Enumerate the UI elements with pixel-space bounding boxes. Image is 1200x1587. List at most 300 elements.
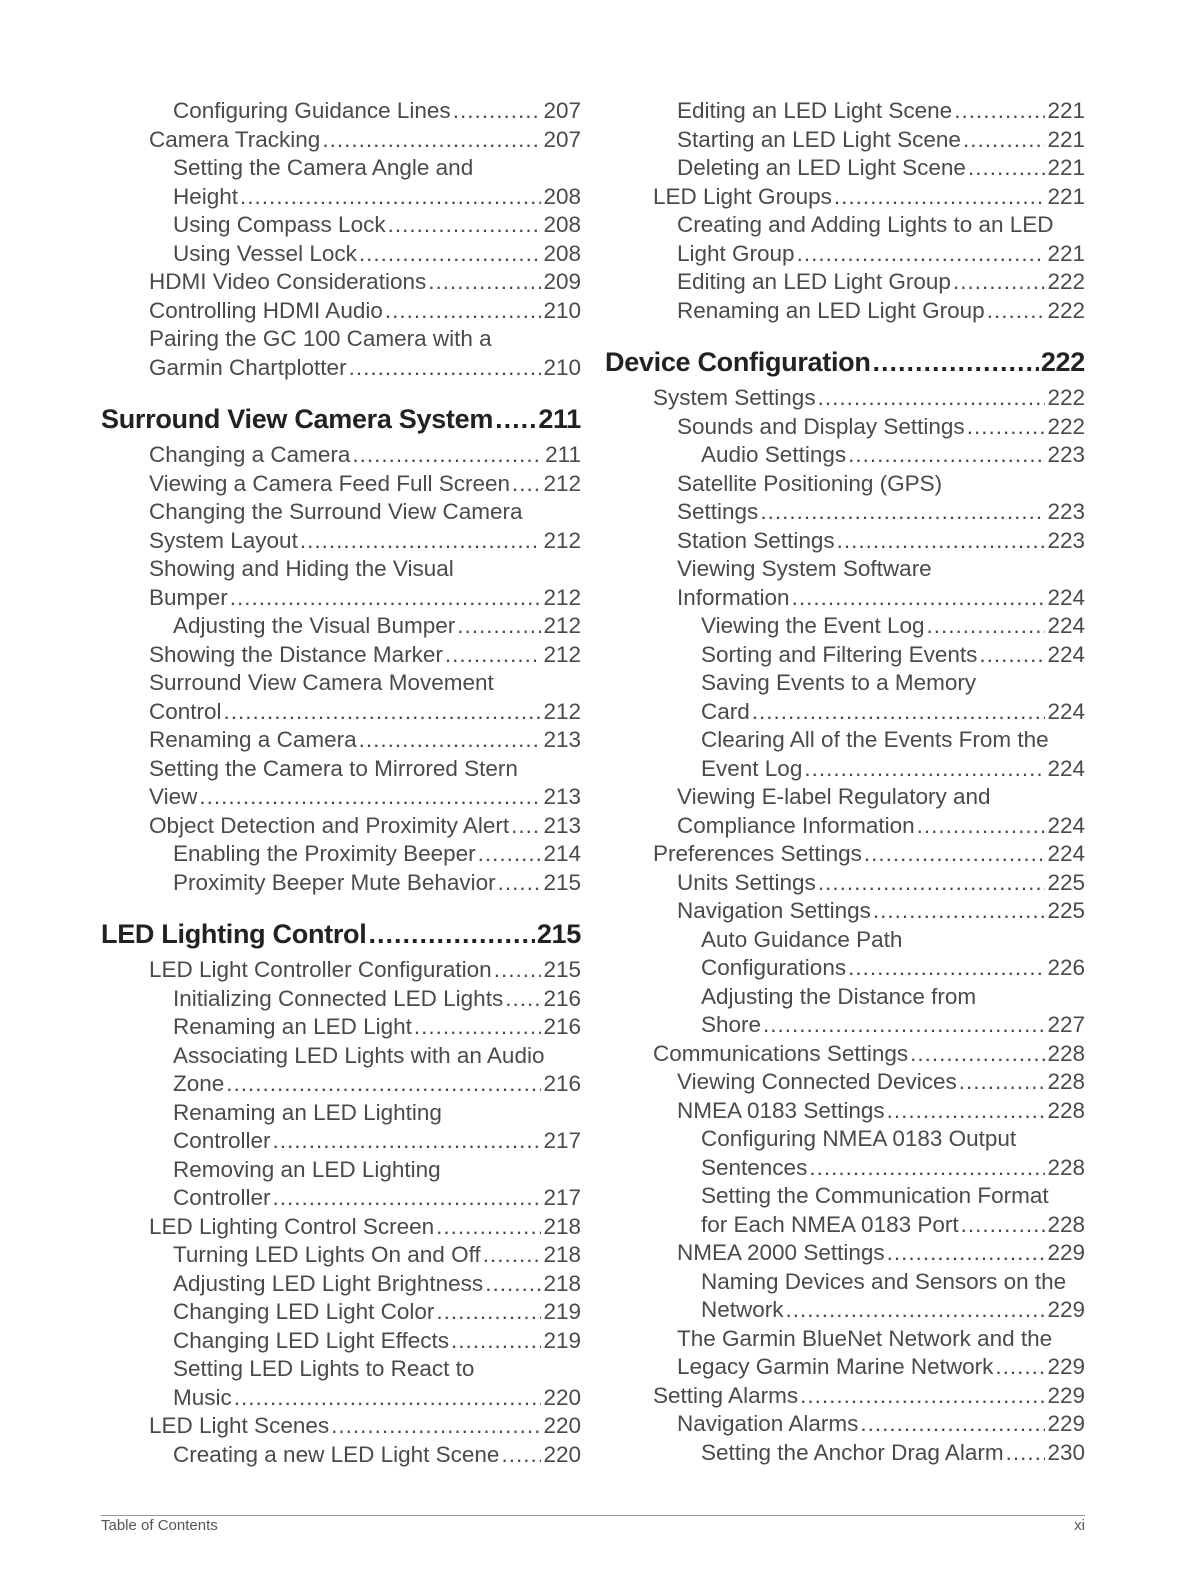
dot-leader — [349, 354, 542, 383]
toc-chapter-entry[interactable] — [605, 346, 1085, 378]
toc-entry-title: Showing the Distance Marker — [149, 641, 443, 667]
toc-entry-title: Starting an LED Light Scene — [677, 126, 961, 152]
dot-leader — [987, 297, 1046, 326]
dot-leader — [961, 1211, 1046, 1240]
toc-entry[interactable] — [605, 983, 1085, 1040]
toc-entry[interactable] — [605, 669, 1085, 726]
toc-entry-title: Settings — [677, 499, 759, 524]
toc-page-number: 215 — [543, 869, 581, 895]
dot-leader — [224, 698, 542, 727]
dot-leader — [873, 346, 1039, 378]
toc-entry[interactable] — [101, 812, 581, 841]
toc-entry[interactable] — [101, 268, 581, 297]
dot-leader — [240, 183, 541, 212]
toc-page-number: 216 — [543, 1014, 581, 1039]
dot-leader — [760, 498, 1045, 527]
dot-leader — [273, 1127, 542, 1156]
dot-leader — [478, 840, 542, 869]
toc-entry-title-line: Auto Guidance Path — [701, 926, 903, 952]
toc-entry[interactable] — [605, 1439, 1085, 1468]
toc-entry-title-line: Setting the Camera to Mirrored Stern — [149, 755, 518, 781]
toc-entry-title: Renaming an LED Light Group — [677, 297, 985, 323]
toc-entry[interactable] — [605, 97, 1085, 126]
toc-page-number: 219 — [543, 1299, 581, 1324]
toc-entry-title: Sounds and Display Settings — [677, 413, 965, 439]
toc-entry-title-line: Showing and Hiding the Visual — [149, 556, 454, 581]
toc-page-number: 211 — [545, 442, 581, 467]
toc-entry[interactable] — [101, 1042, 581, 1099]
toc-entry-title: Height — [173, 183, 239, 209]
toc-page-number: 212 — [543, 584, 581, 610]
dot-leader — [457, 612, 541, 641]
toc-page-number: 217 — [543, 1185, 581, 1210]
toc-column-right — [605, 97, 1085, 1467]
toc-entry-title-line: Setting the Camera Angle and — [173, 155, 474, 180]
toc-page-number: 208 — [543, 212, 581, 237]
toc-entry-title: LED Light Scenes — [149, 1413, 330, 1438]
toc-page-number: 218 — [543, 1213, 581, 1239]
toc-entry[interactable] — [101, 555, 581, 612]
dot-leader — [848, 441, 1045, 470]
dot-leader — [792, 584, 1046, 613]
toc-entry-title: Garmin Chartplotter — [149, 354, 347, 380]
dot-leader — [834, 183, 1046, 212]
toc-page-number: 224 — [1047, 698, 1085, 724]
toc-entry-title: Adjusting the Visual Bumper — [173, 613, 456, 638]
toc-entry-title-line: Surround View Camera Movement — [149, 670, 494, 695]
toc-entry[interactable] — [605, 555, 1085, 612]
toc-page-number: 210 — [543, 297, 581, 323]
toc-entry-title: Units Settings — [677, 869, 816, 895]
toc-entry-title-line: Adjusting the Distance from — [701, 983, 977, 1009]
toc-entry-title: for Each NMEA 0183 Port — [701, 1211, 959, 1237]
toc-page-number: 215 — [543, 957, 581, 982]
toc-entry-title: System Settings — [653, 385, 816, 410]
toc-entry-title: Editing an LED Light Group — [677, 269, 951, 294]
dot-leader — [445, 641, 542, 670]
toc-entry-title: Using Compass Lock — [173, 212, 386, 237]
toc-page-number: 224 — [1047, 641, 1085, 667]
toc-entry-title-line: Setting the Communication Format — [701, 1183, 1049, 1208]
toc-entry-title: Changing a Camera — [149, 442, 351, 467]
toc-entry[interactable] — [605, 1125, 1085, 1182]
toc-entry-title: Configuring Guidance Lines — [173, 98, 451, 123]
toc-entry[interactable] — [605, 413, 1085, 442]
toc-page-number: 218 — [543, 1270, 581, 1296]
dot-leader — [428, 268, 541, 297]
toc-entry-title: Information — [677, 584, 790, 610]
toc-entry-title: Legacy Garmin Marine Network — [677, 1354, 994, 1379]
toc-page-number: 215 — [536, 919, 581, 949]
toc-entry-title: Using Vessel Lock — [173, 240, 357, 266]
toc-entry-title: Configurations — [701, 955, 847, 980]
toc-entry-title-line: Associating LED Lights with an Audio — [173, 1042, 545, 1068]
dot-leader — [959, 1068, 1046, 1097]
dot-leader — [786, 1296, 1046, 1325]
toc-entry-title-line: Pairing the GC 100 Camera with a — [149, 326, 492, 351]
toc-entry[interactable] — [605, 211, 1085, 268]
toc-entry[interactable] — [101, 1241, 581, 1270]
toc-entry[interactable] — [101, 1099, 581, 1156]
dot-leader — [199, 783, 541, 812]
toc-page-number: 225 — [1047, 869, 1085, 895]
dot-leader — [495, 403, 536, 435]
toc-entry-title: Initializing Connected LED Lights — [173, 985, 504, 1011]
toc-page-number: 212 — [543, 641, 581, 667]
toc-page-number: 209 — [543, 269, 581, 294]
toc-entry[interactable] — [101, 1298, 581, 1327]
toc-entry[interactable] — [101, 726, 581, 755]
toc-entry[interactable] — [605, 1268, 1085, 1325]
dot-leader — [226, 1070, 541, 1099]
toc-entry[interactable] — [101, 441, 581, 470]
toc-page-number: 221 — [1047, 183, 1085, 209]
toc-entry-title: Network — [701, 1297, 784, 1322]
toc-page-number: 224 — [1047, 812, 1085, 838]
toc-entry-title: Changing LED Light Color — [173, 1299, 435, 1324]
toc-chapter-entry[interactable] — [101, 918, 581, 950]
toc-page-number: 207 — [543, 126, 581, 152]
toc-page-number: 218 — [543, 1242, 581, 1267]
toc-page-number: 208 — [543, 240, 581, 266]
dot-leader — [359, 726, 542, 755]
toc-entry-title-line: The Garmin BlueNet Network and the — [677, 1325, 1053, 1351]
toc-entry-title: Deleting an LED Light Scene — [677, 155, 966, 180]
toc-entry[interactable] — [605, 1097, 1085, 1126]
dot-leader — [230, 584, 542, 613]
toc-entry-title: Sorting and Filtering Events — [701, 641, 978, 667]
toc-entry-title: LED Light Controller Configuration — [149, 957, 492, 982]
dot-leader — [451, 1327, 541, 1356]
toc-entry-title: Viewing Connected Devices — [677, 1069, 957, 1094]
dot-leader — [501, 1441, 541, 1470]
toc-entry-title: Bumper — [149, 584, 228, 610]
toc-entry[interactable] — [605, 869, 1085, 898]
footer-page-number: xi — [1074, 1517, 1085, 1534]
toc-entry-title: LED Light Groups — [653, 183, 832, 209]
toc-entry[interactable] — [101, 1270, 581, 1299]
toc-entry-title: LED Lighting Control — [101, 919, 367, 949]
toc-entry[interactable] — [605, 126, 1085, 155]
toc-entry-title-line: Configuring NMEA 0183 Output — [701, 1126, 1017, 1151]
toc-entry[interactable] — [101, 641, 581, 670]
toc-entry-title: Card — [701, 698, 750, 724]
toc-entry[interactable] — [605, 641, 1085, 670]
toc-page-number: 213 — [543, 784, 581, 809]
dot-leader — [300, 527, 542, 556]
toc-entry-title: Surround View Camera System — [101, 404, 494, 434]
dot-leader — [860, 1410, 1045, 1439]
toc-page-number: 222 — [1040, 347, 1085, 377]
toc-entry[interactable] — [605, 1068, 1085, 1097]
toc-entry-title-line: Saving Events to a Memory — [701, 670, 977, 695]
toc-page-number: 217 — [543, 1128, 581, 1153]
dot-leader — [234, 1384, 542, 1413]
toc-page-number: 226 — [1047, 955, 1085, 980]
toc-entry[interactable] — [605, 897, 1085, 926]
toc-entry[interactable] — [605, 441, 1085, 470]
toc-entry-title: Station Settings — [677, 527, 835, 553]
toc-entry[interactable] — [605, 183, 1085, 212]
dot-leader — [763, 1011, 1045, 1040]
dot-leader — [498, 869, 542, 898]
toc-entry-title-line: Satellite Positioning (GPS) — [677, 470, 943, 496]
toc-entry[interactable] — [101, 1412, 581, 1441]
toc-page-number: 213 — [543, 727, 581, 752]
toc-entry[interactable] — [605, 1325, 1085, 1382]
dot-leader — [800, 1382, 1045, 1411]
toc-entry[interactable] — [605, 154, 1085, 183]
toc-entry[interactable] — [101, 1013, 581, 1042]
dot-leader — [453, 97, 542, 126]
dot-leader — [436, 1298, 541, 1327]
dot-leader — [414, 1013, 542, 1042]
toc-entry-title-line: Removing an LED Lighting — [173, 1156, 441, 1182]
toc-entry-title: Changing LED Light Effects — [173, 1327, 450, 1353]
dot-leader — [385, 297, 542, 326]
dot-leader — [818, 869, 1046, 898]
toc-page-number: 230 — [1047, 1439, 1085, 1465]
toc-entry-title: Object Detection and Proximity Alert — [149, 812, 510, 838]
toc-entry-title-line: Changing the Surround View Camera — [149, 499, 523, 524]
toc-entry[interactable] — [101, 1213, 581, 1242]
toc-page-number: 219 — [543, 1327, 581, 1353]
toc-page-number: 227 — [1047, 1012, 1085, 1037]
toc-page-number: 224 — [1047, 841, 1085, 866]
toc-entry[interactable] — [101, 869, 581, 898]
toc-page-number: 212 — [543, 698, 581, 724]
toc-entry[interactable] — [605, 268, 1085, 297]
toc-page-number: 228 — [1047, 1040, 1085, 1066]
dot-leader — [483, 1241, 542, 1270]
dot-leader — [322, 126, 541, 155]
toc-entry-title: Editing an LED Light Scene — [677, 98, 953, 123]
toc-entry[interactable] — [101, 840, 581, 869]
toc-page-number: 208 — [543, 183, 581, 209]
dot-leader — [887, 1097, 1046, 1126]
toc-entry[interactable] — [605, 1040, 1085, 1069]
toc-entry-title: Communications Settings — [653, 1040, 909, 1066]
toc-entry[interactable] — [605, 1382, 1085, 1411]
toc-page-number: 223 — [1047, 442, 1085, 467]
toc-entry-title: Enabling the Proximity Beeper — [173, 841, 476, 866]
dot-leader — [927, 612, 1046, 641]
toc-entry[interactable] — [101, 755, 581, 812]
toc-entry[interactable] — [101, 97, 581, 126]
toc-page-number: 207 — [543, 98, 581, 123]
toc-entry-title-line: Setting LED Lights to React to — [173, 1356, 475, 1381]
dot-leader — [1006, 1439, 1046, 1468]
toc-entry[interactable] — [605, 1182, 1085, 1239]
toc-entry-title: Viewing the Event Log — [701, 613, 925, 638]
toc-entry-title: System Layout — [149, 527, 298, 553]
toc-page-number: 216 — [543, 985, 581, 1011]
dot-leader — [511, 812, 541, 841]
toc-entry[interactable] — [101, 211, 581, 240]
dot-leader — [505, 985, 541, 1014]
toc-entry-title: Turning LED Lights On and Off — [173, 1242, 481, 1267]
toc-page-number: 221 — [1047, 240, 1085, 266]
dot-leader — [797, 240, 1046, 269]
toc-entry-title: Renaming a Camera — [149, 727, 357, 752]
toc-entry-title: Shore — [701, 1012, 762, 1037]
dot-leader — [752, 698, 1046, 727]
toc-entry-title-line: Naming Devices and Sensors on the — [701, 1268, 1067, 1294]
toc-page-number: 223 — [1047, 499, 1085, 524]
toc-chapter-entry[interactable] — [101, 403, 581, 435]
toc-page-number: 221 — [1047, 98, 1085, 123]
dot-leader — [910, 1040, 1045, 1069]
dot-leader — [331, 1412, 541, 1441]
toc-page-number: 222 — [1047, 269, 1085, 294]
toc-entry[interactable] — [101, 956, 581, 985]
toc-page-number: 229 — [1047, 1297, 1085, 1322]
toc-entry-title: Setting Alarms — [653, 1382, 799, 1408]
dot-leader — [436, 1213, 541, 1242]
dot-leader — [485, 1270, 541, 1299]
toc-entry-title: Device Configuration — [605, 347, 871, 377]
toc-page-number: 228 — [1047, 1069, 1085, 1094]
toc-entry[interactable] — [605, 384, 1085, 413]
toc-page-number: 223 — [1047, 527, 1085, 553]
toc-entry-title: Music — [173, 1384, 232, 1410]
toc-entry[interactable] — [605, 470, 1085, 527]
toc-page-number: 211 — [538, 404, 581, 434]
toc-entry[interactable] — [101, 325, 581, 382]
dot-leader — [368, 918, 534, 950]
toc-page-number: 229 — [1047, 1240, 1085, 1265]
dot-leader — [887, 1239, 1046, 1268]
dot-leader — [837, 527, 1046, 556]
toc-entry[interactable] — [605, 527, 1085, 556]
toc-page-number: 229 — [1047, 1411, 1085, 1436]
dot-leader — [979, 641, 1045, 670]
toc-entry[interactable] — [101, 1156, 581, 1213]
toc-page-number: 221 — [1047, 126, 1085, 152]
toc-entry-title-line: Clearing All of the Events From the — [701, 727, 1049, 752]
footer-section-title: Table of Contents — [101, 1517, 218, 1534]
toc-entry-title: Controller — [173, 1128, 271, 1153]
toc-entry-title: View — [149, 784, 198, 809]
dot-leader — [873, 897, 1046, 926]
toc-entry[interactable] — [101, 240, 581, 269]
toc-entry[interactable] — [605, 1410, 1085, 1439]
toc-page-number: 222 — [1047, 385, 1085, 410]
dot-leader — [359, 240, 542, 269]
toc-entry-title: Renaming an LED Light — [173, 1014, 412, 1039]
toc-entry[interactable] — [101, 498, 581, 555]
toc-page-number: 221 — [1047, 155, 1085, 180]
dot-leader — [963, 126, 1046, 155]
toc-page-number: 220 — [543, 1413, 581, 1438]
toc-entry-title-line: Viewing E-label Regulatory and — [677, 784, 991, 809]
dot-leader — [818, 384, 1046, 413]
toc-entry-title: NMEA 0183 Settings — [677, 1097, 885, 1123]
toc-page-number: 224 — [1047, 755, 1085, 781]
toc-page-number: 228 — [1047, 1154, 1085, 1180]
toc-entry-title: NMEA 2000 Settings — [677, 1240, 885, 1265]
toc-entry-title: LED Lighting Control Screen — [149, 1213, 435, 1239]
dot-leader — [967, 413, 1046, 442]
toc-entry-title: Proximity Beeper Mute Behavior — [173, 869, 496, 895]
toc-entry[interactable] — [605, 612, 1085, 641]
dot-leader — [388, 211, 542, 240]
toc-entry-title: Navigation Alarms — [677, 1411, 859, 1436]
toc-entry-title: Setting the Anchor Drag Alarm — [701, 1439, 1004, 1465]
toc-page-number: 229 — [1047, 1354, 1085, 1379]
dot-leader — [968, 154, 1046, 183]
toc-entry[interactable] — [101, 126, 581, 155]
toc-entry[interactable] — [101, 669, 581, 726]
toc-page-number: 224 — [1047, 613, 1085, 638]
toc-entry-title-line: Renaming an LED Lighting — [173, 1099, 442, 1125]
toc-entry-title: HDMI Video Considerations — [149, 269, 427, 294]
dot-leader — [995, 1353, 1045, 1382]
toc-entry[interactable] — [101, 470, 581, 499]
toc-entry-title: Camera Tracking — [149, 126, 321, 152]
toc-page-number: 229 — [1047, 1382, 1085, 1408]
dot-leader — [954, 97, 1045, 126]
dot-leader — [273, 1184, 542, 1213]
toc-page-number: 212 — [543, 470, 581, 496]
toc-page-number: 228 — [1047, 1211, 1085, 1237]
toc-page-number: 212 — [543, 613, 581, 638]
toc-entry-title: Controlling HDMI Audio — [149, 297, 383, 323]
toc-entry-title-line: Creating and Adding Lights to an LED — [677, 212, 1054, 237]
toc-entry[interactable] — [101, 1355, 581, 1412]
toc-entry[interactable] — [605, 1239, 1085, 1268]
toc-entry[interactable] — [605, 297, 1085, 326]
toc-entry[interactable] — [605, 726, 1085, 783]
toc-page-number: 214 — [543, 841, 581, 866]
toc-entry-title: Audio Settings — [701, 442, 847, 467]
toc-entry-title-line: Viewing System Software — [677, 556, 932, 581]
footer-divider — [101, 1515, 1085, 1516]
dot-leader — [352, 441, 543, 470]
toc-entry-title: Event Log — [701, 755, 803, 781]
toc-entry[interactable] — [101, 297, 581, 326]
toc-entry[interactable] — [101, 612, 581, 641]
toc-entry-title: Zone — [173, 1071, 225, 1096]
toc-entry[interactable] — [101, 985, 581, 1014]
dot-leader — [512, 470, 541, 499]
toc-entry[interactable] — [101, 1327, 581, 1356]
dot-leader — [953, 268, 1046, 297]
dot-leader — [809, 1154, 1045, 1183]
toc-entry[interactable] — [101, 1441, 581, 1470]
toc-page-number: 213 — [543, 812, 581, 838]
toc-entry-title: Light Group — [677, 240, 795, 266]
toc-entry-title: Adjusting LED Light Brightness — [173, 1270, 484, 1296]
toc-entry-title: Controller — [173, 1185, 271, 1210]
toc-page-number: 222 — [1047, 413, 1085, 439]
toc-entry-title: Creating a new LED Light Scene — [173, 1441, 500, 1467]
toc-entry[interactable] — [605, 840, 1085, 869]
toc-page-number: 216 — [543, 1071, 581, 1096]
toc-entry[interactable] — [605, 783, 1085, 840]
toc-entry[interactable] — [101, 154, 581, 211]
toc-entry-title: Compliance Information — [677, 812, 915, 838]
toc-entry[interactable] — [605, 926, 1085, 983]
toc-page-number: 222 — [1047, 297, 1085, 323]
toc-page-number: 212 — [543, 527, 581, 553]
dot-leader — [864, 840, 1046, 869]
toc-page-number: 224 — [1047, 584, 1085, 610]
toc-column-left — [101, 97, 581, 1469]
toc-entry-title: Navigation Settings — [677, 898, 871, 923]
dot-leader — [848, 954, 1045, 983]
dot-leader — [917, 812, 1046, 841]
